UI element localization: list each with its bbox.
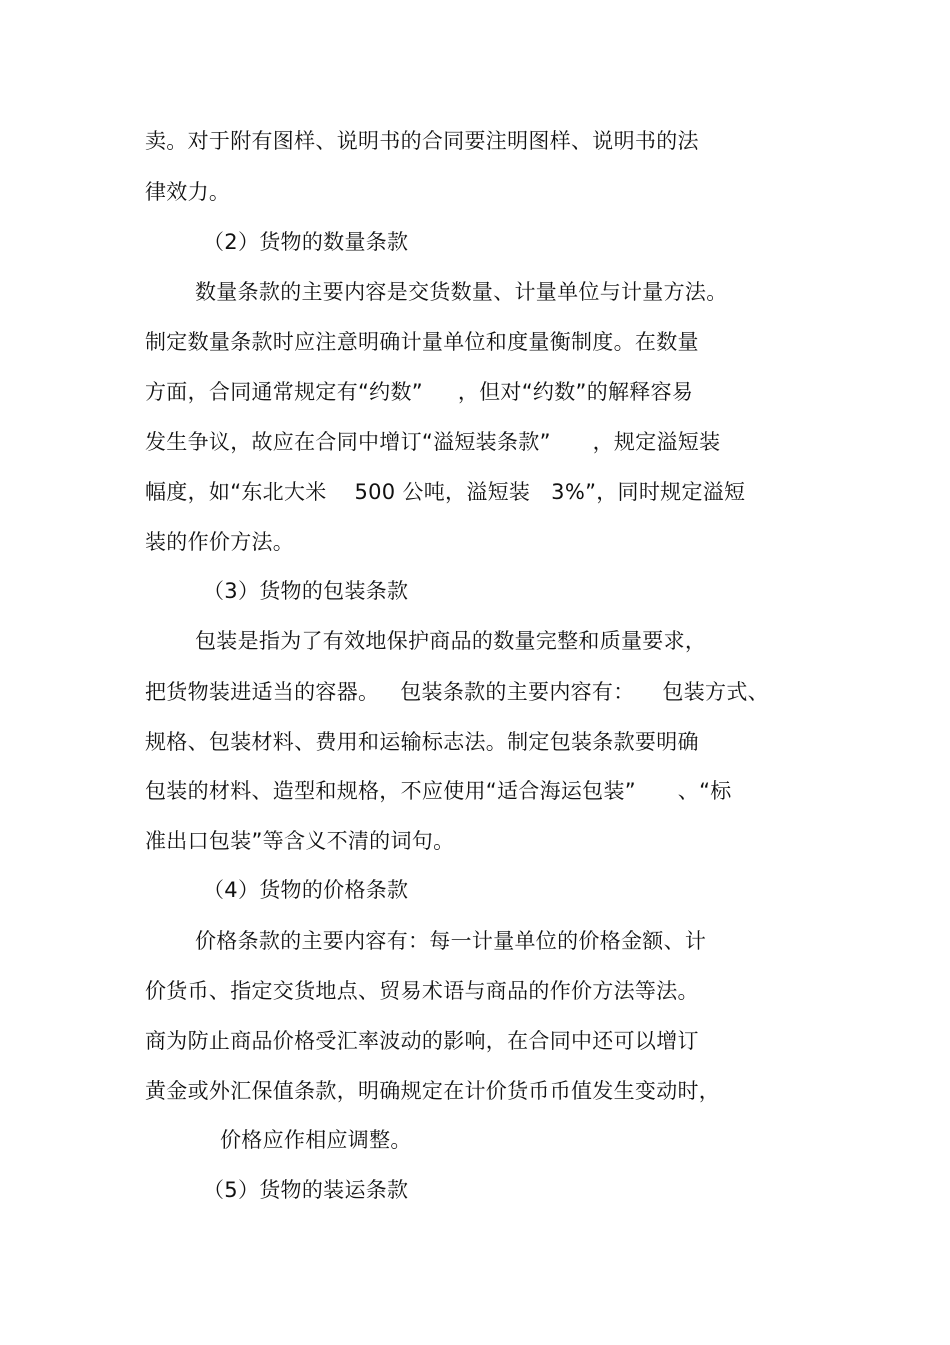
text-line: 黄金或外汇保值条款，明确规定在计价货币币值发生变动时， — [145, 1079, 721, 1103]
text-line: 包装的材料、造型和规格，不应使用“适合海运包装” 、“标 — [145, 779, 732, 803]
text-line: 准出口包装”等含义不清的词句。 — [145, 829, 455, 853]
text-line: 律效力。 — [145, 180, 231, 204]
text-line: 幅度，如“东北大米 500 公吨，溢短装 3%”，同时规定溢短 — [145, 480, 746, 504]
text-line: 把货物装进适当的容器。 包装条款的主要内容有： 包装方式、 — [145, 680, 769, 704]
text-line: 规格、包装材料、费用和运输标志法。制定包装条款要明确 — [145, 730, 699, 754]
text-line: 商为防止商品价格受汇率波动的影响，在合同中还可以增订 — [145, 1029, 699, 1053]
text-line: 包装是指为了有效地保护商品的数量完整和质量要求， — [195, 629, 707, 653]
text-line: 制定数量条款时应注意明确计量单位和度量衡制度。在数量 — [145, 330, 699, 354]
section-heading: （2）货物的数量条款 — [203, 230, 409, 254]
text-line: 卖。对于附有图样、说明书的合同要注明图样、说明书的法 — [145, 129, 699, 153]
section-heading: （4）货物的价格条款 — [203, 878, 409, 902]
text-line: 装的作价方法。 — [145, 530, 295, 554]
text-line: 价货币、指定交货地点、贸易术语与商品的作价方法等法。 — [145, 979, 699, 1003]
section-heading: （3）货物的包装条款 — [203, 579, 409, 603]
section-heading: （5）货物的装运条款 — [203, 1178, 409, 1202]
text-line: 价格应作相应调整。 — [220, 1128, 412, 1152]
text-line: 方面，合同通常规定有“约数” ，但对“约数”的解释容易 — [145, 380, 694, 404]
text-line: 数量条款的主要内容是交货数量、计量单位与计量方法。 — [195, 280, 728, 304]
text-line: 发生争议，故应在合同中增订“溢短装条款” ，规定溢短装 — [145, 430, 721, 454]
text-line: 价格条款的主要内容有：每一计量单位的价格金额、计 — [195, 929, 707, 953]
